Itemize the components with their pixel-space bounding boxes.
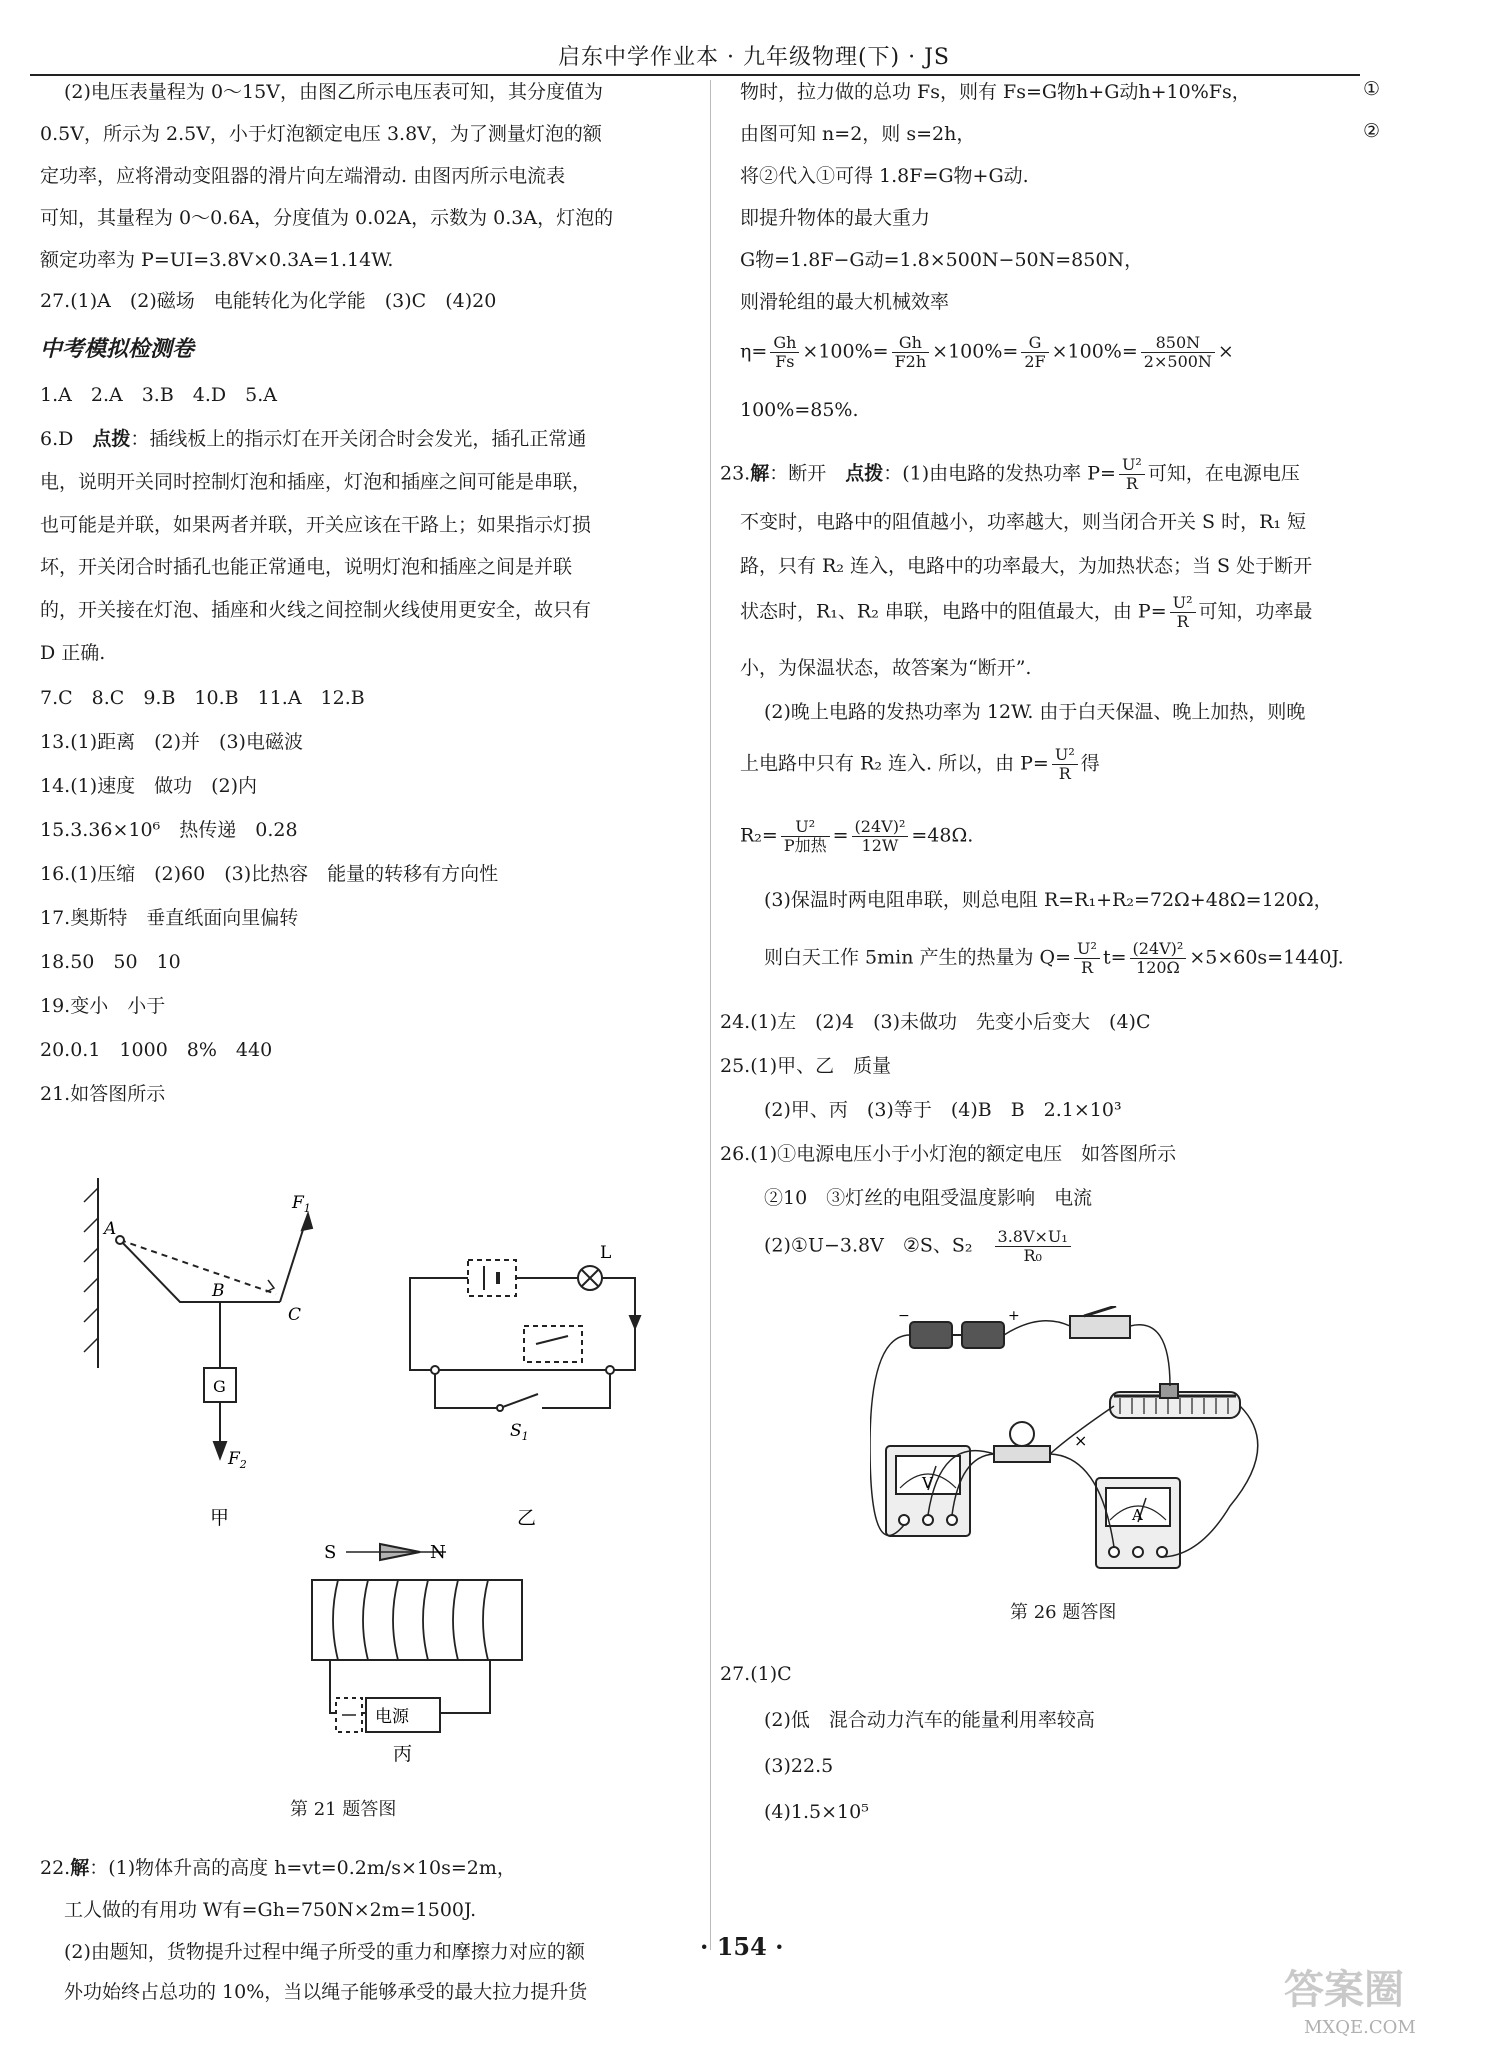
plus-label: + (1008, 1308, 1020, 1324)
label-bing: 丙 (393, 1743, 413, 1765)
text-line: 状态时，R₁、R₂ 串联，电路中的阻值最大，由 P= $\frac{\text{U²}}{R}$ 可知，功率最 (740, 593, 1313, 631)
answer-6 (40, 425, 586, 453)
text-line: 即提升物体的最大重力 (740, 207, 931, 229)
heat-formula: 则白天工作 5min 产生的热量为 Q= $\frac{\text{U²}}{R}$ t= $\frac{\text{(24V)²}}{120\Omega}$ ×5×60s=1440J. (764, 939, 1344, 977)
fraction: $\frac{\text{(24V)²}}{12W}$ (852, 818, 909, 855)
text-line: 由图可知 n=2，则 s=2h， (740, 123, 976, 145)
text-line: (2)电压表量程为 0～15V，由图乙所示电压表可知，其分度值为 (64, 81, 603, 103)
figure-21-yi-circuit (410, 1260, 640, 1411)
label-s-pole: S (324, 1542, 337, 1563)
fraction: $\frac{\text{(24V)²}}{120\Omega}$ (1130, 940, 1187, 977)
answer-25: 25.(1)甲、乙 质量 (720, 1055, 892, 1077)
fraction: $\frac{\text{U²}}{\text{P加热}}$ (781, 818, 830, 855)
watermark-logo-text: 答案圈 (1284, 1966, 1404, 2013)
text-line: 则滑轮组的最大机械效率 (740, 291, 950, 313)
figure-26-caption: 第 26 题答图 (1010, 1602, 1117, 1623)
text-line: 不变时，电路中的阻值越小，功率越大，则当闭合开关 S 时，R₁ 短 (740, 511, 1307, 533)
label-g: G (213, 1377, 226, 1396)
text-line: 外功始终占总功的 10%，当以绳子能够承受的最大拉力提升货 (64, 1981, 588, 2003)
answer-27: 27.(1)C (720, 1663, 792, 1685)
fraction: $\frac{\text{U²}}{R}$ (1074, 940, 1100, 977)
watermark-url: MXQE.COM (1304, 2017, 1416, 2038)
text-line: 坏，开关闭合时插孔也能正常通电，说明灯泡和插座之间是并联 (40, 556, 573, 578)
text-line: (2)由题知，货物提升过程中绳子所受的重力和摩擦力对应的额 (64, 1941, 585, 1963)
figure-26-circuit (870, 1306, 1290, 1596)
page-number: · 154 · (700, 1932, 784, 1961)
fraction: $\frac{Gh}{Fs}$ (770, 334, 799, 371)
text-line: 100%=85%. (740, 399, 859, 421)
answer-26: 26.(1)①电源电压小于小灯泡的额定电压 如答图所示 (720, 1143, 1177, 1165)
text-line: 0.5V，所示为 2.5V，小于灯泡额定电压 3.8V，为了测量灯泡的额 (40, 123, 602, 145)
text-line: ②10 ③灯丝的电阻受温度影响 电流 (764, 1187, 1093, 1209)
text: ：(1)物体升高的高度 h=vt=0.2m/s×10s=2m， (89, 1857, 516, 1879)
figure-21-bing-solenoid (312, 1544, 522, 1732)
answer-27: 27.(1)A (2)磁场 电能转化为化学能 (3)C (4)20 (40, 290, 497, 312)
fraction: $\frac{\text{3.8V×U₁}}{\text{R₀}}$ (995, 1228, 1071, 1265)
equation-mark-1: ① (1362, 78, 1380, 100)
text-line: 路，只有 R₂ 连入，电路中的功率最大，为加热状态；当 S 处于断开 (740, 555, 1313, 577)
figure-21-caption: 第 21 题答图 (290, 1799, 397, 1820)
solution-tag: 解 (70, 1857, 90, 1879)
answer-19: 19.变小 小于 (40, 995, 166, 1017)
site-watermark (1274, 1951, 1464, 2041)
label-n-pole: N (430, 1542, 446, 1563)
column-divider (710, 80, 711, 1950)
answer-21: 21.如答图所示 (40, 1083, 166, 1105)
answer-22 (40, 1854, 516, 1882)
fraction: $\frac{\text{U²}}{R}$ (1119, 456, 1145, 493)
text-line: 也可能是并联，如果两者并联，开关应该在干路上；如果指示灯损 (40, 514, 592, 536)
q-number: 22. (40, 1857, 71, 1879)
answer-23: 23.解：断开 点拨：(1)由电路的发热功率 P= $\frac{\text{U²}}{R}$ 可知，在电源电压 (720, 455, 1300, 493)
q-number: 6.D (40, 428, 74, 450)
hint-tag: 点拨 (92, 428, 131, 450)
section-title: 中考模拟检测卷 (40, 337, 195, 362)
text-line: (2)①U−3.8V ②S、S₂ $\frac{\text{3.8V×U₁}}{\text{R₀}}$ (764, 1228, 1074, 1265)
text-line: (3)保温时两电阻串联，则总电阻 R=R₁+R₂=72Ω+48Ω=120Ω， (764, 889, 1333, 911)
minus-label: − (898, 1308, 910, 1324)
figure-21 (80, 1168, 660, 1798)
text: ：插线板上的指示灯在开关闭合时会发光，插孔正常通 (130, 428, 587, 450)
fraction: $\frac{G}{2F}$ (1021, 334, 1048, 371)
answers-1-5: 1.A 2.A 3.B 4.D 5.A (40, 384, 277, 406)
text-line: (2)晚上电路的发热功率为 12W. 由于白天保温、晚上加热，则晚 (764, 701, 1306, 723)
fraction: $\frac{\text{U²}}{R}$ (1170, 594, 1196, 631)
answer-13: 13.(1)距离 (2)并 (3)电磁波 (40, 731, 303, 753)
label-l: L (600, 1243, 612, 1263)
r2-formula: R₂= $\frac{\text{U²}}{\text{P加热}}$ = $\frac{\text{(24V)²}}{12W}$ =48Ω. (740, 817, 974, 855)
label-c: C (288, 1305, 302, 1325)
text-line: 的，开关接在灯泡、插座和火线之间控制火线使用更安全，故只有 (40, 599, 592, 621)
header-rule (30, 74, 1360, 76)
text-line: (2)甲、丙 (3)等于 (4)B B 2.1×10³ (764, 1099, 1122, 1121)
label-a: A (104, 1219, 117, 1239)
ammeter-label: A (1132, 1506, 1143, 1524)
label-s1: $S_1$ (510, 1421, 529, 1443)
answer-16: 16.(1)压缩 (2)60 (3)比热容 能量的转移有方向性 (40, 863, 499, 885)
header-title: 启东中学作业本 · 九年级物理(下) · JS (557, 45, 950, 70)
fraction: $\frac{850N}{2\times 500N}$ (1141, 334, 1215, 371)
fraction: $\frac{Gh}{F2h}$ (892, 334, 930, 371)
text-line: 上电路中只有 R₂ 连入. 所以，由 P= $\frac{\text{U²}}{R}$ 得 (740, 745, 1100, 783)
answer-14: 14.(1)速度 做功 (2)内 (40, 775, 258, 797)
text-line: 小，为保温状态，故答案为“断开”. (740, 657, 1032, 679)
answer-18: 18.50 50 10 (40, 951, 181, 973)
label-power-source: 电源 (375, 1707, 409, 1727)
equation-mark-2: ② (1362, 120, 1380, 142)
answer-17: 17.奥斯特 垂直纸面向里偏转 (40, 907, 299, 929)
text-line: 定功率，应将滑动变阻器的滑片向左端滑动. 由图丙所示电流表 (40, 165, 566, 187)
text-line: 可知，其量程为 0～0.6A，分度值为 0.02A，示数为 0.3A，灯泡的 (40, 207, 614, 229)
fraction: $\frac{\text{U²}}{R}$ (1052, 746, 1078, 783)
cross-mark: × (1074, 1431, 1088, 1450)
text-line: 物时，拉力做的总功 Fs，则有 Fs=G物h+G动h+10%Fs， (740, 81, 1251, 103)
figure-21-jia-lever (84, 1178, 312, 1458)
text-line: (3)22.5 (764, 1755, 834, 1777)
text-line: (4)1.5×10⁵ (764, 1801, 869, 1823)
voltmeter-label: V (922, 1474, 933, 1492)
text-line: 电，说明开关同时控制灯泡和插座，灯泡和插座之间可能是串联， (40, 471, 592, 493)
page-header (30, 40, 1360, 70)
label-f2: $F_2$ (228, 1449, 247, 1471)
text-line: D 正确. (40, 642, 106, 664)
label-yi: 乙 (517, 1507, 537, 1529)
text-line: G物=1.8F−G动=1.8×500N−50N=850N， (740, 249, 1144, 271)
answer-15: 15.3.36×10⁶ 热传递 0.28 (40, 819, 298, 841)
text-line: (2)低 混合动力汽车的能量利用率较高 (764, 1709, 1095, 1731)
label-b: B (212, 1281, 225, 1301)
efficiency-formula: η= $\frac{Gh}{Fs}$ ×100%= $\frac{Gh}{F2h}$ ×100%= $\frac{G}{2F}$ ×100%= $\frac{850N}{2\times 500N}$ × (740, 333, 1234, 371)
text-line: 工人做的有用功 W有=Gh=750N×2m=1500J. (64, 1899, 477, 1921)
answers-7-12: 7.C 8.C 9.B 10.B 11.A 12.B (40, 687, 365, 709)
text-line: 额定功率为 P=UI=3.8V×0.3A=1.14W. (40, 249, 394, 271)
label-f1: $F_1$ (292, 1193, 311, 1215)
answer-20: 20.0.1 1000 8% 440 (40, 1039, 273, 1061)
label-jia: 甲 (210, 1507, 230, 1529)
answer-24: 24.(1)左 (2)4 (3)未做功 先变小后变大 (4)C (720, 1011, 1151, 1033)
text-line: 将②代入①可得 1.8F=G物+G动. (740, 165, 1029, 187)
